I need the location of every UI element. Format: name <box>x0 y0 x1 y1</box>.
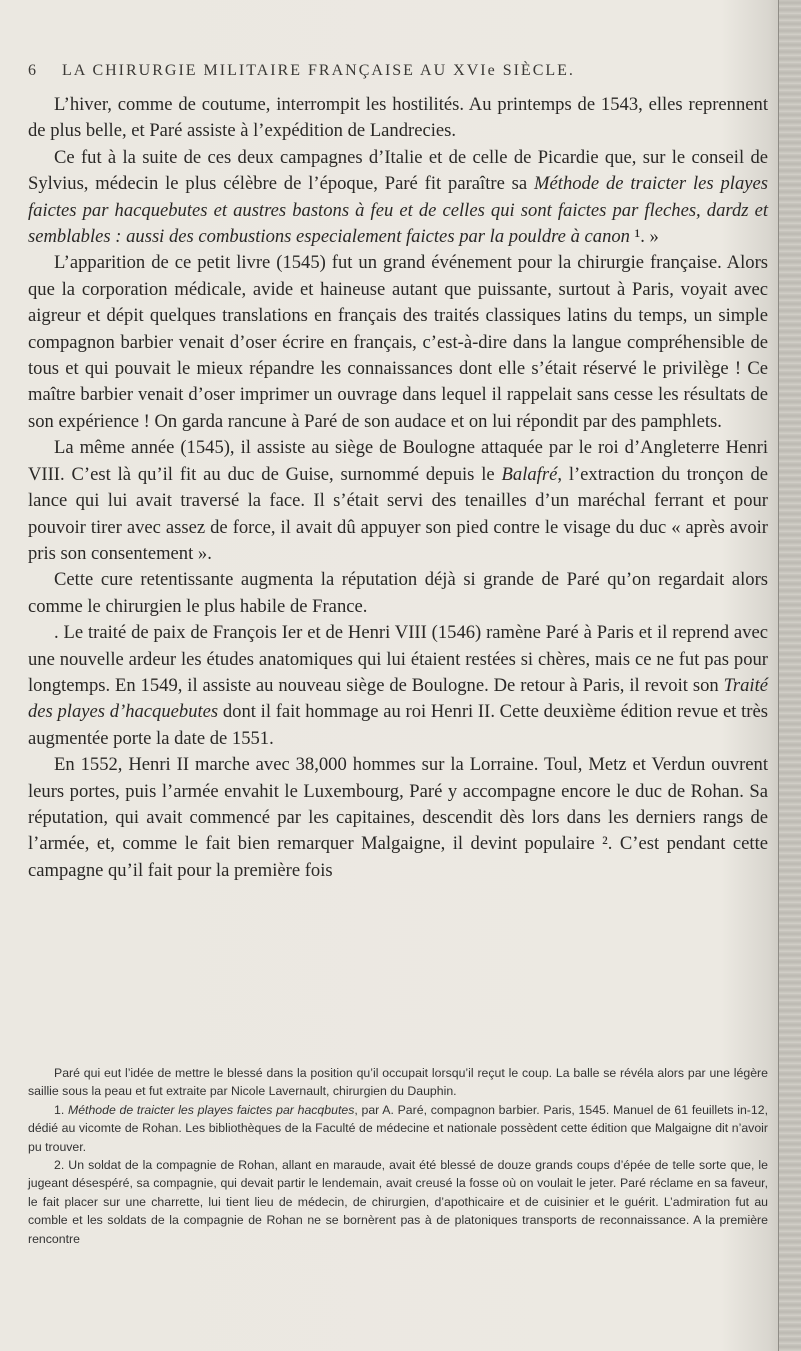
text-run: ¹. » <box>629 226 659 248</box>
footnotes <box>28 1064 768 1248</box>
text-run: Ce fut à la suite de ces deux campagnes d’Italie et de celle de Picardie que, sur le conseil de Sylvius, médecin le plus célèbre de l’époque, Paré fit paraître sa <box>28 146 768 195</box>
text-run: La même année (1545), il assiste au siège de Boulogne attaquée par le roi d’Angleterre Henri VIII. C’est là qu’il fit au duc de Guise, surnommé depuis le <box>28 437 768 485</box>
paragraph-6 <box>28 620 768 752</box>
text-run: , l’extraction du tronçon de lance qui lui avait traversé la face. Il s’était servi des tenailles d’un maréchal ferrant et pour pouvoir tirer avec assez de force, il avait dû appuyer son pied contre le visage du duc « après avoir pris son consentement ». <box>28 463 768 564</box>
footnote-title: Méthode de traicter les playes faictes par hacqbutes <box>67 1102 355 1117</box>
paragraph-5: Cette cure retentissante augmenta la réputation déjà si grande de Paré qu’on regardait alors comme le chirurgien le plus habile de France. <box>28 569 768 617</box>
nickname: Balafré <box>501 463 558 485</box>
paragraph-7: En 1552, Henri II marche avec 38,000 hommes sur la Lorraine. Toul, Metz et Verdun ouvrent leurs portes, puis l’armée envahit le Luxembourg, Paré y accompagne encore le duc de Rohan. Sa réputation, qui avait commencé par les capitaines, descendit dès lors dans les derniers rangs de l’armée, et, comme le fait bien remarquer Malgaigne, il devint populaire ². C’est pendant cette campagne qu’il fait pour la première fois <box>28 754 768 881</box>
paragraph-2 <box>28 145 768 251</box>
main-text <box>28 92 768 884</box>
page-edge <box>778 0 801 1351</box>
footnote-2: 2. Un soldat de la compagnie de Rohan, allant en maraude, avait été blessé de douze grands coups d’épée de telle sorte que, le jugeant désespéré, sa compagnie, qui devait partir le lendemain, avait creusé la fosse où on voulait le jeter. Paré réclame en sa faveur, le fait placer sur une charrette, lui tient lieu de médecin, de chirurgien, d’apothicaire et de cuisinier et le guérit. L’admiration fut au comble et les soldats de la compagnie de Rohan ne se bornèrent pas à de platoniques transports de reconnaissance. A la première rencontre <box>28 1158 768 1246</box>
running-title: LA CHIRURGIE MILITAIRE FRANÇAISE AU XVIe SIÈCLE. <box>62 62 575 79</box>
footnote-number: 1. <box>54 1102 68 1117</box>
text-run: , par A. Paré, compagnon barbier. Paris, 1545. Manuel de 61 feuillets in-12, dédié au vicomte de Rohan. Les bibliothèques de la Faculté de médecine et nationale possèdent cette édition que Malgaigne dit n’avoir pu trouver. <box>28 1102 768 1154</box>
text-run: dont il fait hommage au roi Henri II. Cette deuxième édition revue et très augmentée porte la date de 1551. <box>28 701 768 749</box>
paragraph-1: L’hiver, comme de coutume, interrompit les hostilités. Au printemps de 1543, elles reprennent de plus belle, et Paré assiste à l’expédition de Landrecies. <box>28 94 768 142</box>
paragraph-4 <box>28 435 768 567</box>
footnote-continued: Paré qui eut l’idée de mettre le blessé dans la position qu’il occupait lorsqu’il reçut le coup. La balle se révéla alors par une légère saillie sous la peau et fut extraite par Nicole Lavernault, chirurgien du Dauphin. <box>28 1066 768 1099</box>
book-title: Méthode de traicter les playes faictes par hacquebutes et austres bastons à feu et de celles qui sont faictes par fleches, dardz et semblables : aussi des combustions especialement faictes par la pouldre à canon <box>28 173 768 248</box>
footnote-1 <box>28 1101 768 1156</box>
page-number: 6 <box>28 62 38 79</box>
paragraph-3: L’apparition de ce petit livre (1545) fut un grand événement pour la chirurgie française. Alors que la corporation médicale, avide et haineuse autant que puissante, surtout à Paris, voyait avec aigreur et dépit quelques translations en français des traités classiques latins du temps, un simple compagnon barbier venait d’oser écrire en français, c’est-à-dire dans la langue compréhensible de tous et qui pouvait le mieux répandre les connaissances dont elle s’était réservé le privilège ! Ce maître barbier venait d’oser imprimer un ouvrage dans lequel il rappelait sans cesse les résultats de son expérience ! On garda rancune à Paré de son audace et on lui répondit par des pamphlets. <box>28 252 768 432</box>
text-run: . Le traité de paix de François Ier et de Henri VIII (1546) ramène Paré à Paris et il reprend avec une nouvelle ardeur les études anatomiques qui lui étaient restées si chères, mais ce ne fut pas pour longtemps. En 1549, il assiste au nouveau siège de Boulogne. De retour à Paris, il revoit son <box>28 622 768 696</box>
book-title: Traité des playes d’hacquebutes <box>28 674 768 723</box>
